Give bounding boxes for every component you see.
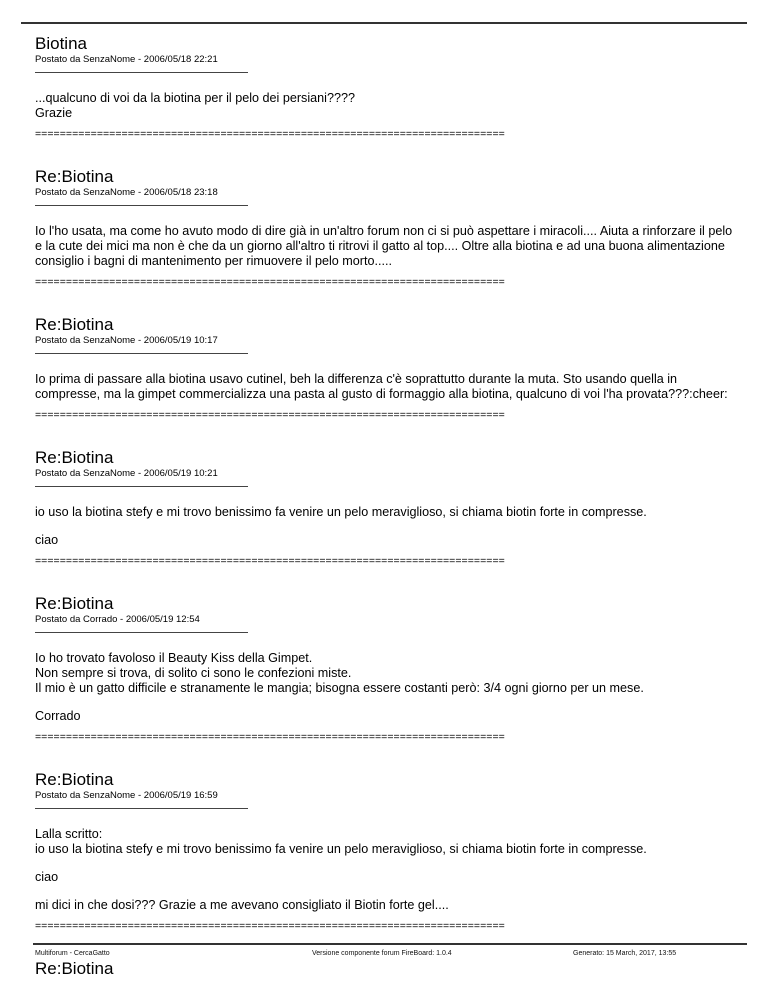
footer-site-name: Multiforum - CercaGatto bbox=[35, 950, 110, 957]
post-separator: ============================================================================ bbox=[35, 555, 505, 567]
forum-post bbox=[35, 315, 735, 421]
forum-post bbox=[35, 594, 735, 743]
post-title: Re:Biotina bbox=[35, 594, 114, 613]
post-body bbox=[35, 651, 735, 724]
post-title: Re:Biotina bbox=[35, 770, 114, 789]
meta-divider bbox=[35, 632, 248, 633]
meta-divider bbox=[35, 205, 248, 206]
post-paragraph: Lalla scritto: io uso la biotina stefy e mi trovo benissimo fa venire un pelo meraviglioso, si chiama biotin forte in compresse. bbox=[35, 827, 647, 856]
post-paragraph: Corrado bbox=[35, 709, 81, 723]
meta-divider bbox=[35, 72, 248, 73]
post-body bbox=[35, 224, 735, 269]
meta-divider bbox=[35, 353, 248, 354]
post-author-date: Postato da SenzaNome - 2006/05/19 10:17 bbox=[35, 335, 218, 346]
post-body bbox=[35, 827, 735, 913]
forum-post bbox=[35, 34, 735, 140]
footer-generated-date: Generato: 15 March, 2017, 13:55 bbox=[573, 950, 677, 957]
post-separator: ============================================================================ bbox=[35, 920, 505, 932]
post-body bbox=[35, 505, 735, 548]
post-separator: ============================================================================ bbox=[35, 128, 505, 140]
post-title: Re:Biotina bbox=[35, 448, 114, 467]
post-body bbox=[35, 372, 735, 402]
post-paragraph: io uso la biotina stefy e mi trovo benissimo fa venire un pelo meraviglioso, si chiama biotin forte in compresse. bbox=[35, 505, 647, 519]
footer-rule bbox=[33, 943, 747, 945]
meta-divider bbox=[35, 808, 248, 809]
post-author-date: Postato da SenzaNome - 2006/05/19 10:21 bbox=[35, 468, 218, 479]
footer-forum-version: Versione componente forum FireBoard: 1.0.4 bbox=[312, 950, 452, 957]
post-author-date: Postato da SenzaNome - 2006/05/18 23:18 bbox=[35, 187, 218, 198]
post-paragraph: ...qualcuno di voi da la biotina per il pelo dei persiani???? Grazie bbox=[35, 91, 355, 120]
forum-post bbox=[35, 167, 735, 288]
post-title: Re:Biotina bbox=[35, 959, 114, 978]
post-title: Biotina bbox=[35, 34, 87, 53]
post-paragraph: Io prima di passare alla biotina usavo cutinel, beh la differenza c'è soprattutto durante la muta. Sto usando quella in compresse, ma la gimpet commercializza una pasta al gusto di formaggio alla biotina, qualcuno di voi l'ha provata???:cheer: bbox=[35, 372, 728, 401]
forum-post bbox=[35, 959, 735, 979]
post-separator: ============================================================================ bbox=[35, 276, 505, 288]
post-body bbox=[35, 91, 735, 121]
header-rule bbox=[21, 22, 747, 24]
forum-post bbox=[35, 770, 735, 932]
post-author-date: Postato da SenzaNome - 2006/05/19 16:59 bbox=[35, 790, 218, 801]
post-paragraph: Io l'ho usata, ma come ho avuto modo di dire già in un'altro forum non ci si può aspettare i miracoli.... Aiuta a rinforzare il pelo e la cute dei mici ma non è che da un giorno all'altro ti ritrovi il gatto al top.... Oltre alla biotina e ad una buona alimentazione consiglio i bagni di mantenimento per rimuovere il pelo morto..... bbox=[35, 224, 733, 268]
post-author-date: Postato da SenzaNome - 2006/05/18 22:21 bbox=[35, 54, 218, 65]
post-separator: ============================================================================ bbox=[35, 409, 505, 421]
post-paragraph: mi dici in che dosi??? Grazie a me avevano consigliato il Biotin forte gel.... bbox=[35, 898, 449, 912]
forum-post bbox=[35, 448, 735, 567]
post-title: Re:Biotina bbox=[35, 167, 114, 186]
post-separator: ============================================================================ bbox=[35, 731, 505, 743]
post-list bbox=[35, 34, 735, 979]
post-paragraph: ciao bbox=[35, 870, 59, 884]
post-author-date: Postato da Corrado - 2006/05/19 12:54 bbox=[35, 614, 200, 625]
post-paragraph: ciao bbox=[35, 533, 59, 547]
post-title: Re:Biotina bbox=[35, 315, 114, 334]
post-paragraph: Io ho trovato favoloso il Beauty Kiss della Gimpet. Non sempre si trova, di solito ci sono le confezioni miste. Il mio è un gatto difficile e stranamente le mangia; bisogna essere costanti però: 3/4 ogni giorno per un mese. bbox=[35, 651, 644, 695]
meta-divider bbox=[35, 486, 248, 487]
